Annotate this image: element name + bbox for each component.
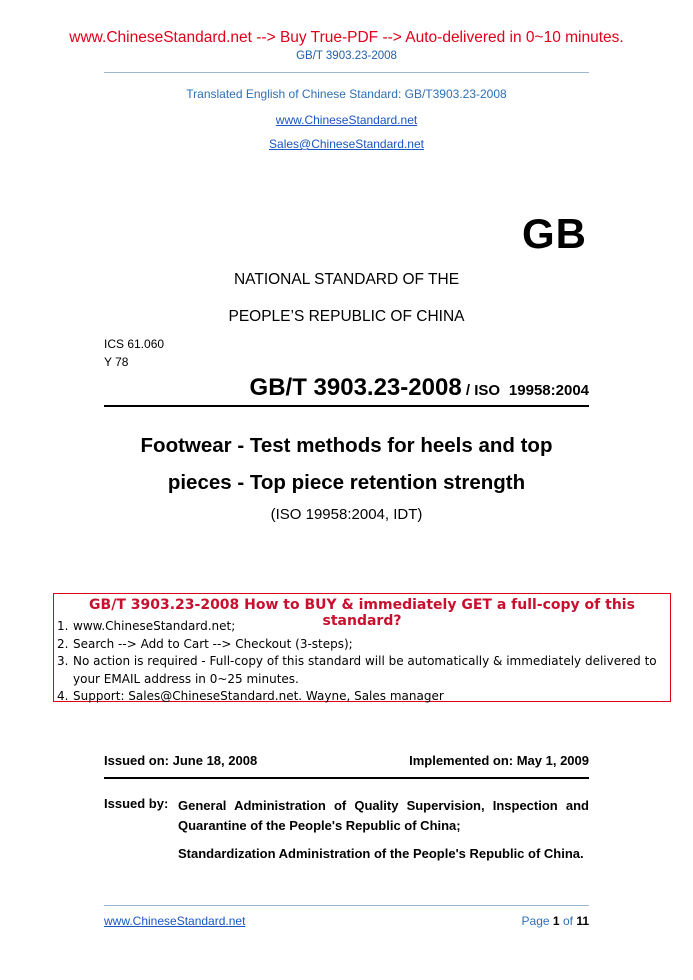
website-link[interactable]: www.ChineseStandard.net xyxy=(275,113,418,127)
purchase-info-box xyxy=(53,593,671,702)
equivalence-note: (ISO 19958:2004, IDT) xyxy=(270,506,423,523)
classification-codes xyxy=(104,335,164,371)
standard-number-rule xyxy=(104,405,589,407)
email-link[interactable]: Sales@ChineseStandard.net xyxy=(269,137,424,151)
ics-code: ICS 61.060 xyxy=(104,337,165,351)
footer-divider xyxy=(104,905,589,906)
issuing-org-1: General Administration of Quality Supervision, Inspection and Quarantine of the People's Republic of China; xyxy=(178,798,589,833)
implemented-date: Implemented on: May 1, 2009 xyxy=(409,753,589,768)
list-item: 4. Support: Sales@ChineseStandard.net. Wayne, Sales manager xyxy=(57,689,444,703)
title-line1: Footwear - Test methods for heels and top xyxy=(140,434,553,457)
current-page: 1 xyxy=(552,914,560,928)
page-indicator: Page 1 of 11 xyxy=(521,914,589,928)
national-standard-line1: NATIONAL STANDARD OF THE xyxy=(233,271,460,288)
top-banner[interactable]: www.ChineseStandard.net --> Buy True-PDF --> Auto-delivered in 0~10 minutes. xyxy=(69,29,624,46)
footer-website-link[interactable]: www.ChineseStandard.net xyxy=(104,914,246,928)
title-line2: pieces - Top piece retention strength xyxy=(167,471,526,494)
national-standard-line2: PEOPLE’S REPUBLIC OF CHINA xyxy=(228,308,465,325)
dates-rule xyxy=(104,777,589,779)
total-pages: 11 xyxy=(576,914,589,928)
document-title xyxy=(0,427,693,501)
issuing-org-2: Standardization Administration of the People's Republic of China. xyxy=(178,846,584,861)
issuing-organizations xyxy=(178,796,589,873)
list-item: 2. Search --> Add to Cart --> Checkout (3-steps); xyxy=(57,636,353,651)
header-divider xyxy=(104,72,589,73)
standard-number-main: GB/T 3903.23-2008 xyxy=(249,374,462,401)
purchase-steps-list xyxy=(57,618,670,706)
iso-prefix: ISO xyxy=(474,382,501,399)
translated-title: Translated English of Chinese Standard: GB/T3903.23-2008 xyxy=(186,87,507,101)
top-standard-code: GB/T 3903.23-2008 xyxy=(296,50,397,62)
purchase-heading: GB/T 3903.23-2008 How to BUY & immediately GET a full-copy of this standard? xyxy=(89,597,635,629)
iso-number: 19958:2004 xyxy=(508,382,589,399)
list-item: 3. No action is required - Full-copy of this standard will be automatically & immediately delivered to your EMAIL address in 0~25 minutes. xyxy=(57,654,657,686)
standard-number-separator: / xyxy=(461,382,475,399)
standard-number xyxy=(250,374,589,402)
gb-logo: GB xyxy=(522,210,587,257)
ccs-code: Y 78 xyxy=(104,355,129,369)
issued-date: Issued on: June 18, 2008 xyxy=(104,753,258,768)
list-item: 1. www.ChineseStandard.net; xyxy=(57,619,236,633)
issued-by-label: Issued by: xyxy=(104,796,169,811)
